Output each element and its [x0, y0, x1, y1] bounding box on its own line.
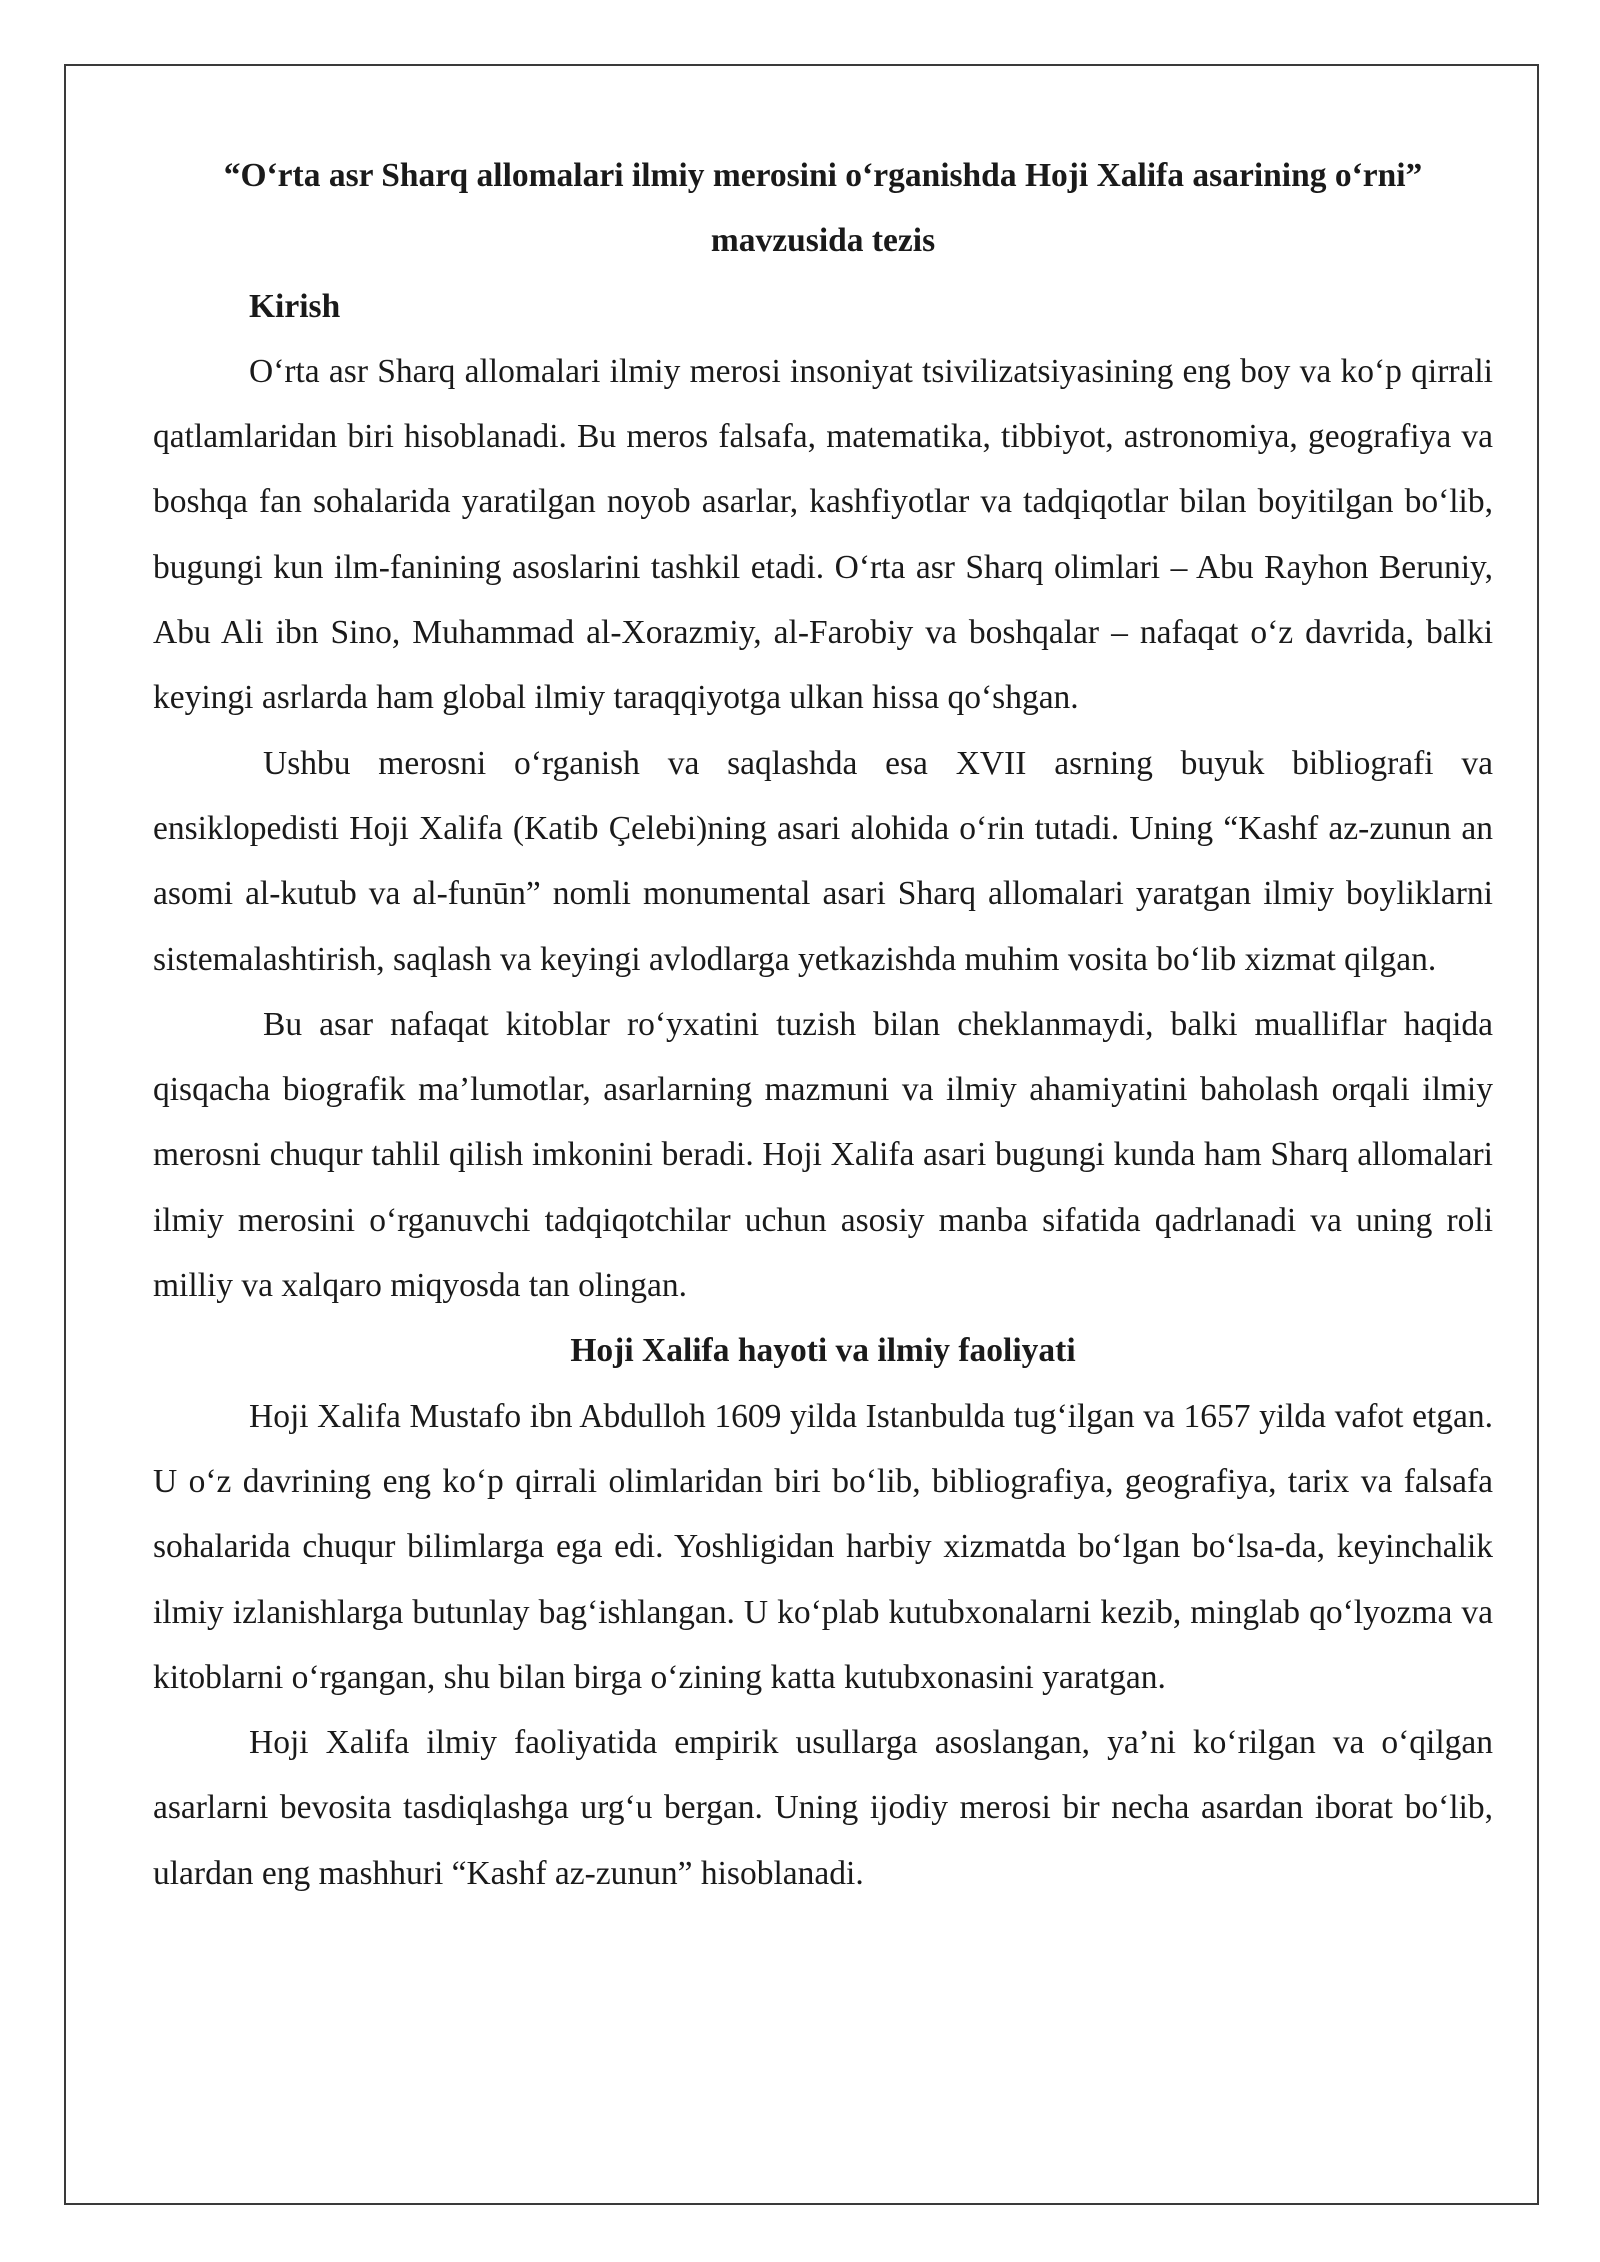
section-heading-kirish: Kirish [249, 287, 341, 325]
paragraph: Hoji Xalifa Mustafo ibn Abdulloh 1609 yilda Istanbulda tug‘ilgan va 1657 yilda vafot etgan. U o‘z davrining eng ko‘p qirrali olimlaridan biri bo‘lib, bibliografiya, geografiya, tarix va falsafa sohalarida chuqur bilimlarga ega edi. Yoshligidan harbiy xizmatda bo‘lgan bo‘lsa-da, keyinchalik ilmiy izlanishlarga butunlay bag‘ishlangan. U ko‘plab kutubxonalarni kezib, minglab qo‘lyozma va kitoblarni o‘rgangan, shu bilan birga o‘zining katta kutubxonasini yaratgan. [153, 1397, 1493, 1696]
section-heading-hayoti: Hoji Xalifa hayoti va ilmiy faoliyati [570, 1332, 1076, 1370]
paragraph: Hoji Xalifa ilmiy faoliyatida empirik usullarga asoslangan, ya’ni ko‘rilgan va o‘qilgan asarlarni bevosita tasdiqlashga urg‘u bergan. Uning ijodiy merosi bir necha asardan iborat bo‘lib, ulardan eng mashhuri “Kashf az-zunun” hisoblanadi. [153, 1724, 1493, 1892]
paragraph: Bu asar nafaqat kitoblar ro‘yxatini tuzish bilan cheklanmaydi, balki mualliflar haqida qisqacha biografik ma’lumotlar, asarlarning mazmuni va ilmiy ahamiyatini baholash orqali ilmiy merosni chuqur tahlil qilish imkonini beradi. Hoji Xalifa asari bugungi kunda ham Sharq allomalari ilmiy merosini o‘rganuvchi tadqiqotchilar uchun asosiy manba sifatida qadrlanadi va uning roli milliy va xalqaro miqyosda tan olingan. [153, 1005, 1493, 1305]
document-title: “O‘rta asr Sharq allomalari ilmiy merosini o‘rganishda Hoji Xalifa asarining o‘rni” mavzusida tezis [223, 157, 1423, 260]
paragraph: Ushbu merosni o‘rganish va saqlashda esa XVII asrning buyuk bibliografi va ensiklopedisti Hoji Xalifa (Katib Çelebi)ning asari alohida o‘rin tutadi. Uning “Kashf az-zunun an asomi al-kutub va al-funūn” nomli monumental asari Sharq allomalari yaratgan ilmiy boyliklarni sistemalashtirish, saqlash va keyingi avlodlarga yetkazishda muhim vosita bo‘lib xizmat qilgan. [153, 744, 1493, 978]
paragraph: O‘rta asr Sharq allomalari ilmiy merosi insoniyat tsivilizatsiyasining eng boy va ko‘p qirrali qatlamlaridan biri hisoblanadi. Bu meros falsafa, matematika, tibbiyot, astronomiya, geografiya va boshqa fan sohalarida yaratilgan noyob asarlar, kashfiyotlar va tadqiqotlar bilan boyitilgan bo‘lib, bugungi kun ilm-fanining asoslarini tashkil etadi. O‘rta asr Sharq olimlari – Abu Rayhon Beruniy, Abu Ali ibn Sino, Muhammad al-Xorazmiy, al-Farobiy va boshqalar – nafaqat o‘z davrida, balki keyingi asrlarda ham global ilmiy taraqqiyotga ulkan hissa qo‘shgan. [153, 352, 1493, 717]
document-body [153, 143, 1493, 1906]
